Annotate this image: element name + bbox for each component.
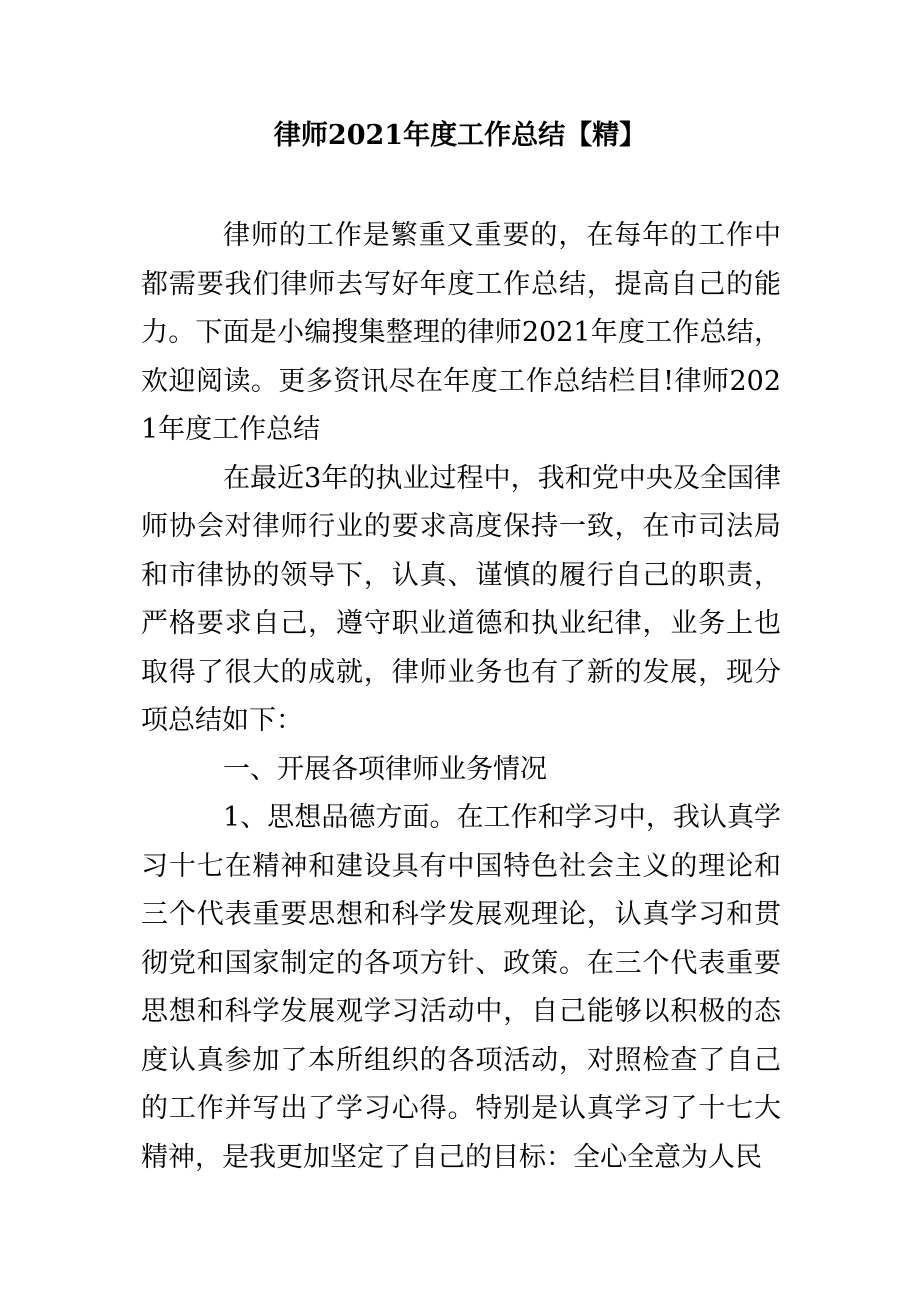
section-heading: 一、开展各项律师业务情况 [223, 753, 547, 785]
paragraph-moral-character: 1、思想品德方面。在工作和学习中，我认真学习十七在精神和建设具有中国特色社会主义的理论和三个代表重要思想和科学发展观理论，认真学习和贯彻党和国家制定的各项方针、政策。在三个代表重要思想和科学发展观学习活动中，自己能够以积极的态度认真参加了本所组织的各项活动，对照检查了自己的工作并写出了学习心得。特别是认真学习了十七大精神，是我更加坚定了自己的目标：全心全意为人民 [141, 802, 781, 1173]
document-body [141, 212, 781, 1182]
document-title: 律师2021年度工作总结【精】 [273, 120, 647, 151]
paragraph-intro: 律师的工作是繁重又重要的，在每年的工作中都需要我们律师去写好年度工作总结，提高自己的能力。下面是小编搜集整理的律师2021年度工作总结，欢迎阅读。更多资讯尽在年度工作总结栏目!律师2021年度工作总结 [141, 220, 781, 445]
paragraph-overview: 在最近3年的执业过程中，我和党中央及全国律师协会对律师行业的要求高度保持一致，在市司法局和市律协的领导下，认真、谨慎的履行自己的职责，严格要求自己，遵守职业道德和执业纪律，业务上也取得了很大的成就，律师业务也有了新的发展，现分项总结如下： [141, 462, 781, 736]
